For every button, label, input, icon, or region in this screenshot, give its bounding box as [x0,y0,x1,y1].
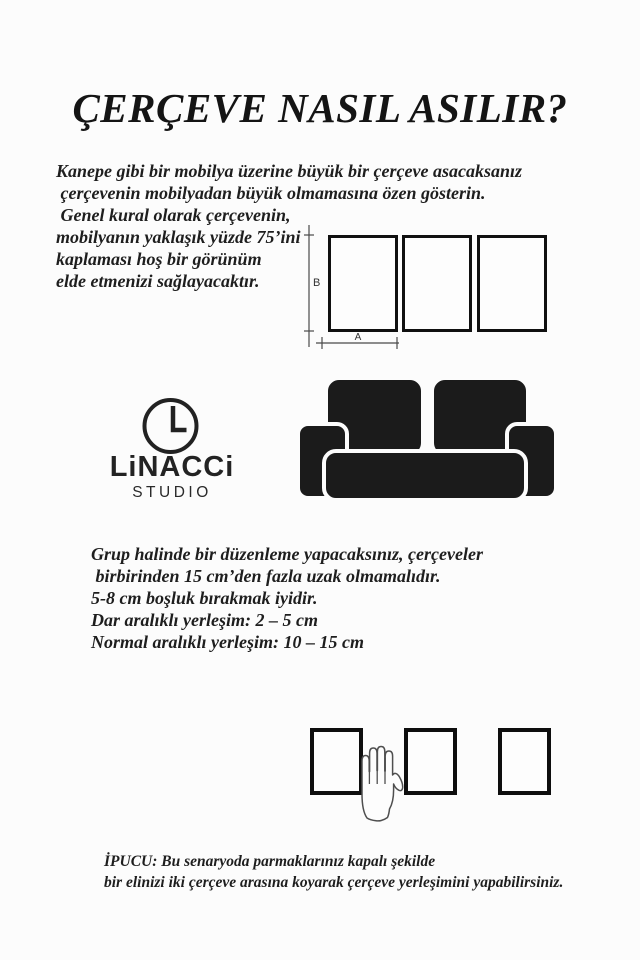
logo-name: LiNACCi [109,451,235,483]
text-line: Dar aralıklı yerleşim: 2 – 5 cm [91,610,318,630]
text-line: çerçevenin mobilyadan büyük olmamasına özen gösterin. [56,183,486,203]
spacing-paragraph [91,543,483,653]
frame-rect [330,237,546,331]
text-line: elde etmenizi sağlayacaktır. [56,271,260,291]
text-line: mobilyanın yaklaşık yüzde 75’ini [56,227,301,247]
sofa-icon [293,374,561,502]
clock-icon [142,395,199,457]
text-line: Grup halinde bir düzenleme yapacaksınız, çerçeveler [91,544,483,564]
page-title: ÇERÇEVE NASIL ASILIR? [72,85,568,131]
height-dimension-label: B [313,277,321,289]
text-line: 5-8 cm boşluk bırakmak iyidir. [91,588,318,608]
frame-rect [498,728,551,795]
text-line: Genel kural olarak çerçevenin, [56,205,291,225]
text-line: kaplaması hoş bir görünüm [56,249,262,269]
text-line: İPUCU: Bu senaryoda parmaklarınız kapalı şekilde [104,853,436,870]
hand-icon [356,744,408,824]
text-line: birbirinden 15 cm’den fazla uzak olmamalıdır. [91,566,441,586]
logo-subtitle: STUDIO [132,484,212,501]
text-line: Normal aralıklı yerleşim: 10 – 15 cm [91,632,364,652]
text-line: Kanepe gibi bir mobilya üzerine büyük bir çerçeve asacaksanız [56,161,522,181]
width-dimension-label: A [354,332,362,343]
text-line: bir elinizi iki çerçeve arasına koyarak çerçeve yerleşimini yapabilirsiniz. [104,874,564,891]
tip-paragraph [104,851,563,893]
frame-size-diagram [300,220,556,352]
frame-rect [404,728,457,795]
